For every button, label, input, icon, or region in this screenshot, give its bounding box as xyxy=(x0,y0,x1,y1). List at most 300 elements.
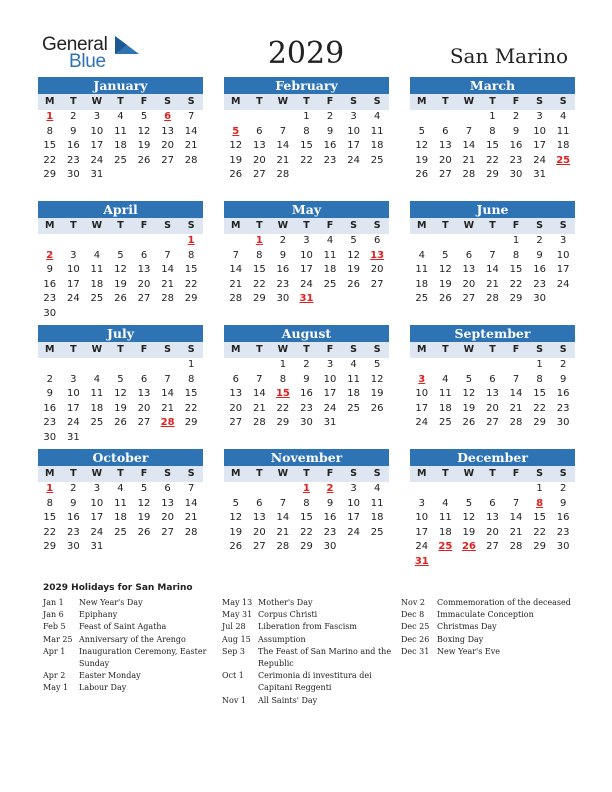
day: 10 xyxy=(66,264,80,276)
day: 12 xyxy=(370,373,384,385)
day: 28 xyxy=(462,169,476,181)
month-title: February xyxy=(224,77,389,94)
day: 18 xyxy=(556,140,570,152)
day: 22 xyxy=(184,402,198,414)
day: 2 xyxy=(70,111,77,122)
empty-day xyxy=(109,168,133,183)
weekday-label: W xyxy=(463,468,475,479)
empty-day xyxy=(410,358,434,373)
weekday-label: S xyxy=(350,468,358,479)
day: 11 xyxy=(90,388,104,400)
day: 2 xyxy=(512,111,520,122)
holiday-day: 1 xyxy=(46,483,54,494)
day: 30 xyxy=(556,417,570,429)
day: 15 xyxy=(43,512,57,524)
day: 11 xyxy=(556,125,570,137)
weekday-label: S xyxy=(373,344,381,355)
empty-day xyxy=(156,358,180,373)
day: 16 xyxy=(509,140,523,152)
day: 8 xyxy=(536,373,543,385)
weekday-label: S xyxy=(164,344,172,355)
day: 2 xyxy=(536,235,543,246)
day: 3 xyxy=(93,111,101,122)
empty-day xyxy=(551,555,575,570)
empty-day xyxy=(62,307,86,322)
weekday-label: T xyxy=(442,344,449,355)
empty-day xyxy=(271,482,295,497)
holiday-date: Apr 1 xyxy=(43,646,66,656)
holiday-name: Christmas Day xyxy=(437,622,497,632)
week-row xyxy=(410,154,575,169)
day: 9 xyxy=(46,388,53,400)
empty-day xyxy=(365,168,389,183)
day: 9 xyxy=(70,497,77,509)
day: 27 xyxy=(161,154,174,166)
day: 28 xyxy=(229,293,243,305)
day: 18 xyxy=(90,278,104,290)
weekday-label: T xyxy=(442,96,449,107)
day: 10 xyxy=(415,388,429,400)
month-title: August xyxy=(224,325,389,342)
day: 15 xyxy=(252,264,266,276)
day: 9 xyxy=(326,125,334,137)
day: 20 xyxy=(137,278,151,290)
empty-day xyxy=(457,555,481,570)
day: 23 xyxy=(323,154,337,166)
month-june xyxy=(410,201,575,307)
day: 28 xyxy=(161,293,174,305)
day: 23 xyxy=(66,526,80,538)
day: 26 xyxy=(137,526,151,538)
day: 10 xyxy=(533,125,546,137)
weekday-label: S xyxy=(536,96,544,107)
empty-day xyxy=(132,431,156,446)
empty-day xyxy=(551,168,575,183)
empty-day xyxy=(85,234,109,249)
week-row xyxy=(38,416,203,431)
week-row xyxy=(38,387,203,402)
holiday-date: Mar 25 xyxy=(43,634,73,644)
holiday-day: 3 xyxy=(418,373,426,385)
holiday-name: Immaculate Conception xyxy=(437,610,534,620)
day: 19 xyxy=(229,154,243,166)
day: 12 xyxy=(438,264,452,276)
holiday-date: Jan 6 xyxy=(43,610,64,620)
empty-day xyxy=(179,431,203,446)
week-row xyxy=(224,234,389,249)
day: 13 xyxy=(137,388,151,400)
day: 17 xyxy=(300,264,313,276)
week-row xyxy=(224,125,389,140)
day: 11 xyxy=(90,264,104,276)
empty-day xyxy=(528,555,552,570)
week-row xyxy=(224,511,389,526)
day: 21 xyxy=(184,140,198,152)
day: 24 xyxy=(90,154,104,166)
empty-day xyxy=(109,307,133,322)
weekday-header xyxy=(224,218,389,234)
day: 11 xyxy=(323,249,337,261)
day: 20 xyxy=(161,512,174,524)
day: 8 xyxy=(279,373,287,385)
holiday-item xyxy=(401,609,576,621)
day: 27 xyxy=(370,278,384,290)
holiday-day: 31 xyxy=(414,555,429,567)
day: 9 xyxy=(46,264,53,276)
day: 27 xyxy=(137,293,151,305)
week-row xyxy=(410,278,575,293)
day: 22 xyxy=(300,526,313,538)
holiday-date: Dec 25 xyxy=(401,622,430,632)
weekday-label: S xyxy=(373,468,381,479)
day: 23 xyxy=(556,526,570,538)
empty-day xyxy=(156,431,180,446)
weekday-label: F xyxy=(140,220,148,231)
day: 15 xyxy=(184,388,198,400)
day: 12 xyxy=(415,140,429,152)
empty-day xyxy=(410,482,434,497)
day: 31 xyxy=(90,541,104,553)
day: 21 xyxy=(229,278,243,290)
empty-day xyxy=(504,555,528,570)
empty-day xyxy=(62,234,86,249)
day: 26 xyxy=(229,169,243,181)
day: 21 xyxy=(509,526,523,538)
week-row xyxy=(38,168,203,183)
day: 28 xyxy=(184,526,198,538)
day: 13 xyxy=(438,140,452,152)
weekday-label: F xyxy=(326,220,334,231)
day: 6 xyxy=(489,497,496,509)
day: 17 xyxy=(90,140,104,152)
weekday-label: S xyxy=(187,468,195,479)
holiday-day: 31 xyxy=(299,293,314,305)
holiday-date: Jan 1 xyxy=(43,598,64,607)
day: 3 xyxy=(70,249,77,261)
day: 1 xyxy=(279,359,287,370)
day: 4 xyxy=(559,111,567,122)
week-row xyxy=(410,540,575,555)
day: 25 xyxy=(438,417,452,429)
day: 29 xyxy=(252,293,266,305)
day: 19 xyxy=(462,526,476,538)
day: 3 xyxy=(326,359,334,370)
holiday-day: 26 xyxy=(461,541,476,553)
day: 20 xyxy=(161,140,174,152)
day: 17 xyxy=(415,402,429,414)
weekday-label: S xyxy=(350,344,358,355)
empty-day xyxy=(224,482,248,497)
empty-day xyxy=(342,168,366,183)
day: 10 xyxy=(90,497,104,509)
day: 7 xyxy=(164,249,171,261)
weekday-header xyxy=(410,94,575,110)
holiday-item xyxy=(222,670,397,694)
day: 30 xyxy=(43,307,57,319)
day: 26 xyxy=(114,417,127,429)
day: 16 xyxy=(533,264,546,276)
day: 21 xyxy=(486,278,499,290)
day: 16 xyxy=(556,512,570,524)
weekday-label: F xyxy=(140,96,148,107)
holiday-date: Jul 28 xyxy=(222,622,246,632)
holiday-day: 28 xyxy=(160,417,175,429)
day: 18 xyxy=(438,402,452,414)
weekday-label: M xyxy=(45,220,55,231)
empty-day xyxy=(504,482,528,497)
holiday-date: Feb 5 xyxy=(43,622,66,632)
day: 24 xyxy=(90,526,104,538)
holiday-item xyxy=(401,634,576,646)
empty-day xyxy=(85,431,109,446)
weekday-label: T xyxy=(303,96,310,107)
weekday-header xyxy=(38,218,203,234)
empty-day xyxy=(132,168,156,183)
day: 20 xyxy=(137,402,151,414)
day: 27 xyxy=(137,417,151,429)
weekday-label: F xyxy=(512,344,520,355)
empty-day xyxy=(156,540,180,555)
day: 22 xyxy=(252,278,266,290)
day: 7 xyxy=(187,483,195,494)
holiday-date: Apr 2 xyxy=(43,671,66,681)
month-title: July xyxy=(38,325,203,342)
holiday-item xyxy=(222,609,397,621)
holiday-name: Labour Day xyxy=(79,683,127,693)
day: 3 xyxy=(536,111,543,122)
day: 15 xyxy=(533,512,546,524)
weekday-label: T xyxy=(256,344,263,355)
day: 18 xyxy=(114,140,127,152)
week-row xyxy=(38,234,203,249)
weekday-header xyxy=(224,94,389,110)
empty-day xyxy=(132,307,156,322)
week-row xyxy=(224,526,389,541)
day: 29 xyxy=(43,169,57,181)
day: 22 xyxy=(486,154,499,166)
day: 9 xyxy=(326,497,334,509)
week-row xyxy=(224,168,389,183)
day: 26 xyxy=(415,169,429,181)
empty-day xyxy=(434,110,458,125)
empty-day xyxy=(551,292,575,307)
day: 15 xyxy=(533,388,546,400)
day: 15 xyxy=(43,140,57,152)
holiday-item xyxy=(401,621,576,633)
day: 9 xyxy=(536,249,543,261)
day: 9 xyxy=(559,497,567,509)
day: 27 xyxy=(486,541,499,553)
week-row xyxy=(410,263,575,278)
day: 16 xyxy=(556,388,570,400)
day: 3 xyxy=(70,373,77,385)
day: 24 xyxy=(347,154,360,166)
weekday-label: T xyxy=(303,344,310,355)
month-february xyxy=(224,77,389,183)
month-title: January xyxy=(38,77,203,94)
weekday-label: M xyxy=(417,96,427,107)
empty-day xyxy=(481,358,505,373)
day: 28 xyxy=(276,169,290,181)
day: 20 xyxy=(438,154,452,166)
day: 23 xyxy=(43,417,57,429)
day: 2 xyxy=(70,483,77,494)
month-title: September xyxy=(410,325,575,342)
empty-day xyxy=(318,292,342,307)
day: 13 xyxy=(252,512,266,524)
day: 2 xyxy=(46,373,53,385)
weekday-label: W xyxy=(277,344,289,355)
weekday-label: T xyxy=(117,96,124,107)
day: 4 xyxy=(442,497,449,509)
holiday-day: 25 xyxy=(438,541,453,553)
holidays-column xyxy=(222,597,397,707)
day: 27 xyxy=(486,417,499,429)
day: 13 xyxy=(161,497,174,509)
day: 23 xyxy=(300,402,313,414)
holiday-date: Dec 8 xyxy=(401,610,425,620)
month-title: November xyxy=(224,449,389,466)
day: 2 xyxy=(559,483,567,494)
day: 28 xyxy=(509,417,523,429)
day: 26 xyxy=(438,293,452,305)
empty-day xyxy=(410,110,434,125)
week-row xyxy=(38,292,203,307)
empty-day xyxy=(38,358,62,373)
holiday-name: Corpus Christi xyxy=(258,610,318,620)
week-row xyxy=(410,555,575,570)
holiday-day: 5 xyxy=(232,125,240,137)
week-row xyxy=(410,358,575,373)
day: 30 xyxy=(43,431,57,443)
empty-day xyxy=(481,555,505,570)
day: 25 xyxy=(370,154,384,166)
weekday-label: S xyxy=(559,96,567,107)
weekday-label: T xyxy=(70,220,77,231)
day: 23 xyxy=(509,154,523,166)
day: 14 xyxy=(161,264,174,276)
day: 17 xyxy=(66,278,80,290)
weekday-label: W xyxy=(463,220,475,231)
day: 22 xyxy=(276,402,290,414)
day: 5 xyxy=(140,483,148,494)
empty-day xyxy=(365,292,389,307)
empty-day xyxy=(179,168,203,183)
day: 1 xyxy=(536,483,543,494)
holiday-day: 2 xyxy=(46,249,54,261)
day: 15 xyxy=(300,140,313,152)
day: 24 xyxy=(347,526,360,538)
holiday-day: 1 xyxy=(302,483,310,494)
day: 28 xyxy=(486,293,499,305)
day: 29 xyxy=(300,541,313,553)
holiday-item xyxy=(43,646,218,670)
weekday-label: W xyxy=(277,220,289,231)
weekday-label: T xyxy=(117,220,124,231)
day: 17 xyxy=(323,388,337,400)
weekday-header xyxy=(224,342,389,358)
logo-text-blue: Blue xyxy=(69,51,106,72)
holiday-day: 2 xyxy=(326,483,334,494)
weekday-label: S xyxy=(559,220,567,231)
day: 23 xyxy=(533,278,546,290)
day: 5 xyxy=(117,249,124,261)
week-row xyxy=(38,263,203,278)
holiday-name: Cerimonia di investitura dei Capitani Reggenti xyxy=(258,671,372,693)
day: 27 xyxy=(229,417,243,429)
day: 4 xyxy=(373,483,381,494)
day: 11 xyxy=(438,388,452,400)
empty-day xyxy=(457,358,481,373)
day: 2 xyxy=(279,235,287,246)
weekday-label: T xyxy=(442,468,449,479)
day: 22 xyxy=(43,526,57,538)
day: 12 xyxy=(462,512,476,524)
day: 11 xyxy=(347,373,360,385)
day: 7 xyxy=(489,249,496,261)
week-row xyxy=(410,511,575,526)
empty-day xyxy=(109,358,133,373)
day: 1 xyxy=(303,111,310,122)
day: 17 xyxy=(347,512,360,524)
day: 29 xyxy=(509,293,523,305)
weekday-label: S xyxy=(187,96,195,107)
holiday-date: Nov 2 xyxy=(401,598,425,607)
month-november xyxy=(224,449,389,555)
day: 28 xyxy=(276,541,290,553)
day: 11 xyxy=(370,497,384,509)
holidays-column xyxy=(43,597,218,695)
holiday-date: Oct 1 xyxy=(222,671,244,681)
day: 30 xyxy=(276,293,290,305)
day: 23 xyxy=(66,154,80,166)
day: 4 xyxy=(117,111,124,122)
week-row xyxy=(38,431,203,446)
day: 18 xyxy=(438,526,452,538)
month-title: October xyxy=(38,449,203,466)
holiday-name: Easter Monday xyxy=(79,671,141,681)
day: 17 xyxy=(66,402,80,414)
day: 21 xyxy=(509,402,523,414)
day: 20 xyxy=(486,526,499,538)
day: 7 xyxy=(232,249,239,261)
day: 16 xyxy=(43,278,57,290)
month-august xyxy=(224,325,389,431)
day: 25 xyxy=(114,154,127,166)
day: 31 xyxy=(533,169,546,181)
day: 26 xyxy=(137,154,151,166)
holiday-name: All Saints' Day xyxy=(258,695,318,705)
day: 10 xyxy=(300,249,313,261)
day: 5 xyxy=(442,249,449,261)
day: 18 xyxy=(347,388,360,400)
page-title-year: 2029 xyxy=(267,36,345,71)
holiday-day: 1 xyxy=(46,111,54,122)
day: 19 xyxy=(114,278,127,290)
day: 31 xyxy=(66,431,80,443)
day: 22 xyxy=(43,154,57,166)
weekday-label: W xyxy=(91,468,103,479)
day: 11 xyxy=(438,512,452,524)
day: 25 xyxy=(90,293,104,305)
weekday-label: T xyxy=(256,468,263,479)
day: 5 xyxy=(232,497,239,509)
week-row xyxy=(224,402,389,417)
day: 11 xyxy=(114,497,127,509)
day: 1 xyxy=(489,111,496,122)
day: 3 xyxy=(93,483,101,494)
day: 14 xyxy=(486,264,499,276)
